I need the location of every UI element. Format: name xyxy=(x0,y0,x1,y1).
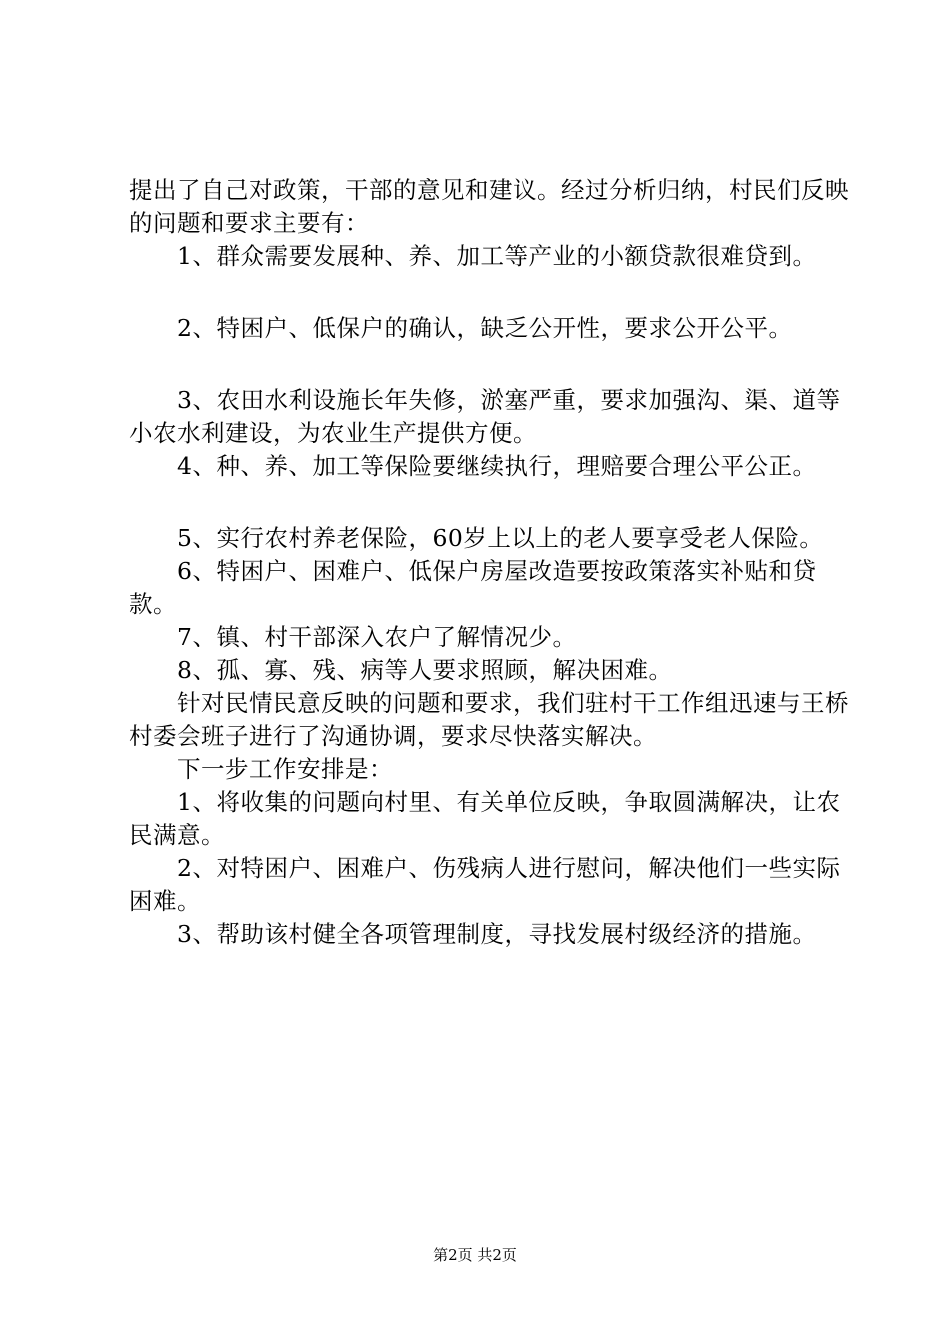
paragraph-item-2: 2、特困户、低保户的确认，缺乏公开性，要求公开公平。 xyxy=(177,314,793,342)
paragraph-step-3: 3、帮助该村健全各项管理制度，寻找发展村级经济的措施。 xyxy=(177,920,817,948)
paragraph-item-4: 4、种、养、加工等保险要继续执行，理赔要合理公平公正。 xyxy=(177,452,817,480)
page-number-footer: 第2页 共2页 xyxy=(433,1246,517,1264)
paragraph-item-5: 5、实行农村养老保险，60岁上以上的老人要享受老人保险。 xyxy=(177,524,824,552)
paragraph-item-7: 7、镇、村干部深入农户了解情况少。 xyxy=(177,623,577,651)
paragraph-intro: 提出了自己对政策，干部的意见和建议。经过分析归纳，村民们反映的问题和要求主要有： xyxy=(129,176,849,237)
paragraph-item-1: 1、群众需要发展种、养、加工等产业的小额贷款很难贷到。 xyxy=(177,242,817,270)
paragraph-step-1: 1、将收集的问题向村里、有关单位反映，争取圆满解决，让农民满意。 xyxy=(129,788,841,849)
paragraph-next-steps-heading: 下一步工作安排是： xyxy=(177,755,393,783)
paragraph-item-6: 6、特困户、困难户、低保户房屋改造要按政策落实补贴和贷款。 xyxy=(129,557,817,618)
paragraph-item-8: 8、孤、寡、残、病等人要求照顾，解决困难。 xyxy=(177,656,673,684)
paragraph-item-3: 3、农田水利设施长年失修，淤塞严重，要求加强沟、渠、道等小农水利建设，为农业生产提供方便。 xyxy=(129,386,841,447)
document-body xyxy=(129,174,859,951)
paragraph-step-2: 2、对特困户、困难户、伤残病人进行慰问，解决他们一些实际困难。 xyxy=(129,854,841,915)
paragraph-response: 针对民情民意反映的问题和要求，我们驻村干工作组迅速与王桥村委会班子进行了沟通协调，要求尽快落实解决。 xyxy=(129,689,849,750)
